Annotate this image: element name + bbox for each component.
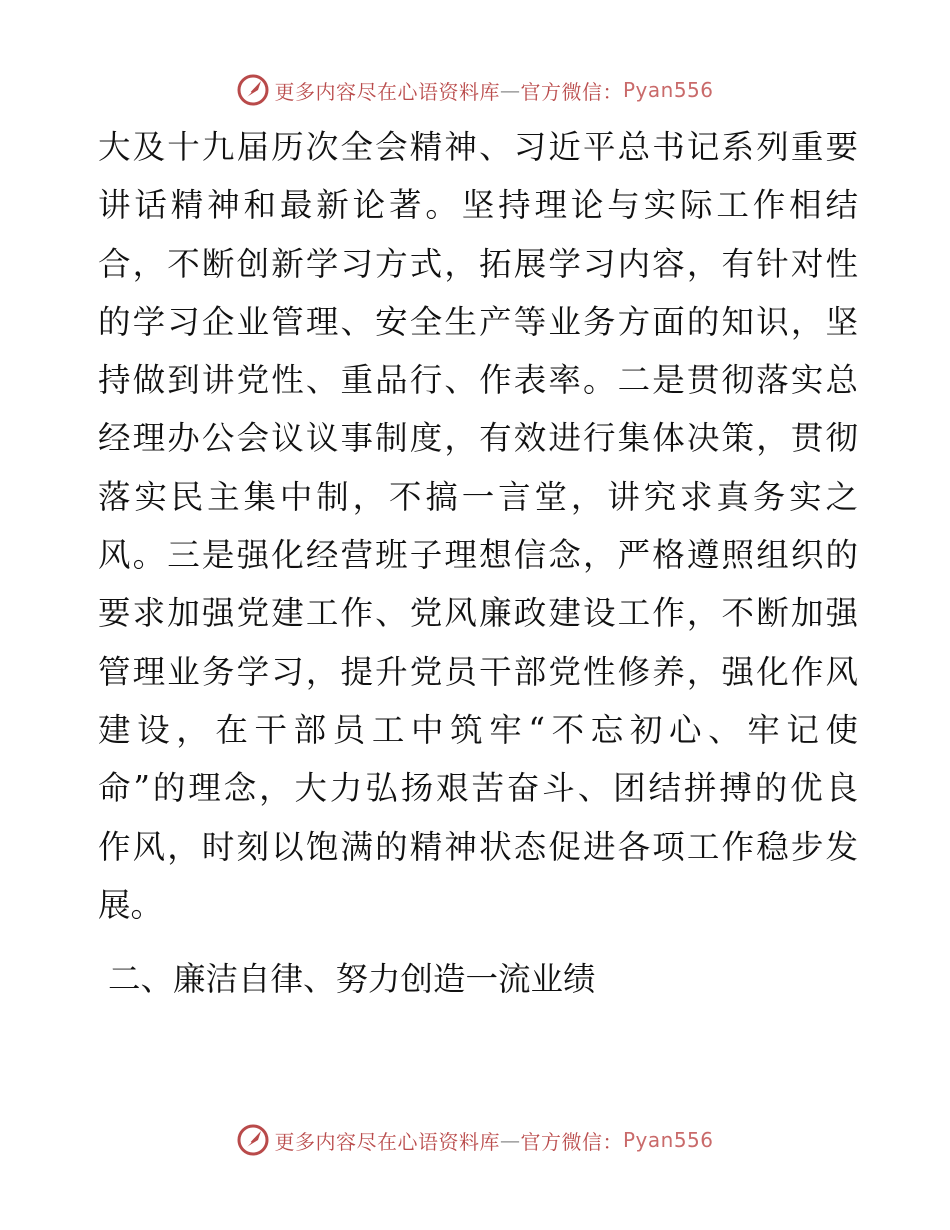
header-watermark-banner xyxy=(0,70,950,110)
footer-watermark-banner xyxy=(0,1120,950,1160)
paragraph-line: 大及十九届历次全会精神、习近平总书记系列重要 xyxy=(98,128,858,166)
paragraph-line: 建设，在干部员工中筑牢“不忘初心、牢记使 xyxy=(98,710,858,749)
banner-site-text: 更多内容尽在心语资料库 xyxy=(274,79,500,104)
paragraph-line: 要求加强党建工作、党风廉政建设工作，不断加强 xyxy=(98,594,858,633)
banner-wechat-id: Pyan556 xyxy=(622,78,714,102)
banner-dash: — xyxy=(499,1128,521,1152)
paragraph-line: 风。三是强化经营班子理想信念，严格遵照组织的 xyxy=(98,536,858,575)
paragraph-line: 合，不断创新学习方式，拓展学习内容，有针对性 xyxy=(98,244,858,283)
banner-dash: — xyxy=(499,78,521,102)
paragraph-line: 落实民主集中制，不搞一言堂，讲究求真务实之 xyxy=(98,477,858,516)
paragraph-line: 讲话精神和最新论著。坚持理论与实际工作相结 xyxy=(98,186,858,225)
paragraph-line: 的学习企业管理、安全生产等业务方面的知识，坚 xyxy=(98,302,858,341)
section-heading: 二、廉洁自律、努力创造一流业绩 xyxy=(108,960,596,998)
banner-wechat-label: 官方微信： xyxy=(520,1129,623,1154)
banner-wechat-label: 官方微信： xyxy=(520,79,623,104)
paragraph-line: 持做到讲党性、重品行、作表率。二是贯彻落实总 xyxy=(98,361,858,400)
quill-logo-icon xyxy=(236,73,270,107)
paragraph-line: 展。 xyxy=(98,885,164,924)
banner-wechat-id: Pyan556 xyxy=(622,1128,714,1152)
quill-logo-icon xyxy=(236,1123,270,1157)
paragraph-line: 命”的理念，大力弘扬艰苦奋斗、团结拼搏的优良 xyxy=(98,769,858,808)
paragraph-line: 管理业务学习，提升党员干部党性修养，强化作风 xyxy=(98,652,858,691)
paragraph-line: 经理办公会议议事制度，有效进行集体决策，贯彻 xyxy=(98,419,858,458)
paragraph-line: 作风，时刻以饱满的精神状态促进各项工作稳步发 xyxy=(98,827,858,866)
document-paragraph xyxy=(98,118,858,934)
banner-site-text: 更多内容尽在心语资料库 xyxy=(274,1129,500,1154)
